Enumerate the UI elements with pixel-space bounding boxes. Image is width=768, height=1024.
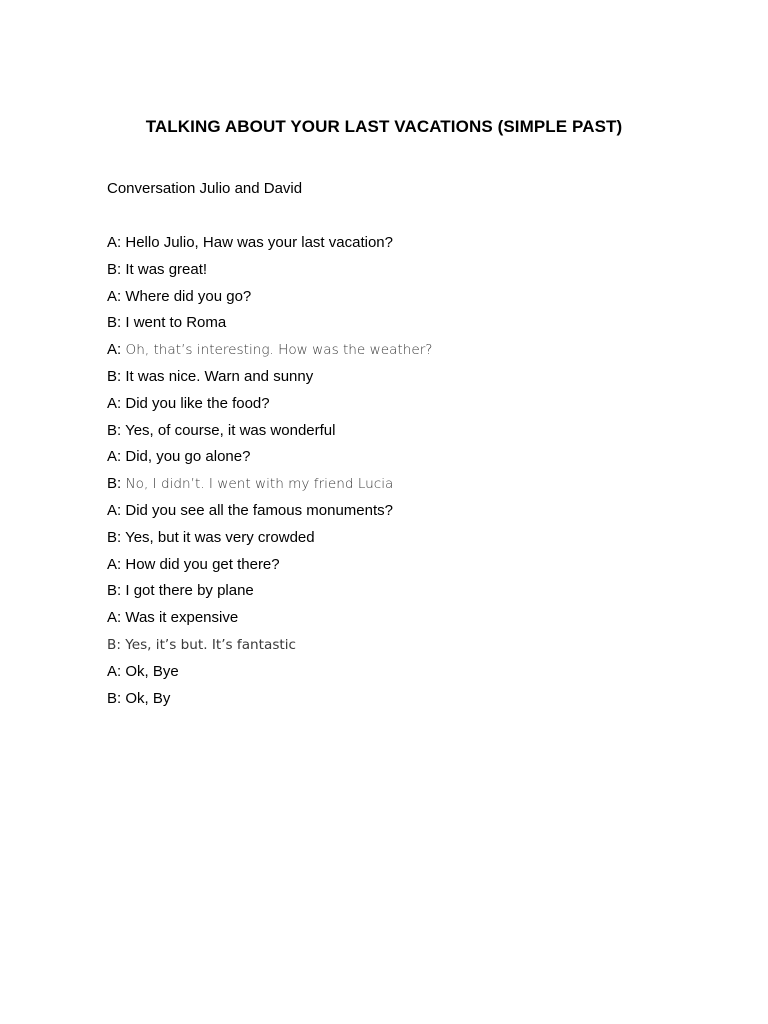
dialogue-line <box>107 475 433 502</box>
line-text: Was it expensive <box>121 609 239 627</box>
dialogue-line <box>107 636 433 663</box>
line-text: Yes, but it was very crowded <box>121 528 315 546</box>
dialogue-line <box>107 582 433 609</box>
speaker-label: A: <box>107 609 122 627</box>
line-text: No, I didn’t. I went with my friend Lucia <box>121 476 394 493</box>
line-text: It was great! <box>121 260 208 278</box>
speaker-label: B: <box>107 636 121 653</box>
line-text: It was nice. Warn and sunny <box>121 367 314 385</box>
dialogue-line <box>107 556 433 583</box>
line-text: Yes, of course, it was wonderful <box>121 421 336 439</box>
line-text: I went to Roma <box>121 314 227 332</box>
speaker-label: B: <box>107 260 122 278</box>
speaker-label: A: <box>107 341 122 359</box>
line-text: I got there by plane <box>121 582 254 600</box>
dialogue-line <box>107 368 433 395</box>
speaker-label: B: <box>107 528 122 546</box>
conversation-subtitle: Conversation Julio and David <box>107 180 303 197</box>
dialogue-list <box>107 234 433 716</box>
dialogue-line <box>107 234 433 261</box>
speaker-label: A: <box>107 234 122 251</box>
speaker-label: A: <box>107 394 122 412</box>
line-text: Yes, it’s but. It’s fantastic <box>120 636 296 653</box>
dialogue-line <box>107 341 433 368</box>
line-text: Where did you go? <box>121 287 252 305</box>
line-text: Oh, that’s interesting. How was the weather? <box>121 342 433 359</box>
line-text: How did you get there? <box>121 555 280 573</box>
dialogue-line <box>107 663 433 690</box>
speaker-label: A: <box>107 501 122 519</box>
speaker-label: A: <box>107 662 122 680</box>
dialogue-line <box>107 261 433 288</box>
speaker-label: A: <box>107 448 122 466</box>
dialogue-line <box>107 422 433 449</box>
dialogue-line <box>107 502 433 529</box>
speaker-label: B: <box>107 582 122 600</box>
line-text: Ok, Bye <box>121 662 179 680</box>
dialogue-line <box>107 314 433 341</box>
speaker-label: A: <box>107 555 122 573</box>
dialogue-line <box>107 395 433 422</box>
dialogue-line <box>107 288 433 315</box>
line-text: Hello Julio, Haw was your last vacation? <box>121 234 393 251</box>
speaker-label: B: <box>107 314 122 332</box>
speaker-label: B: <box>107 689 122 707</box>
document-title: TALKING ABOUT YOUR LAST VACATIONS (SIMPLE PAST) <box>145 117 623 136</box>
speaker-label: B: <box>107 421 122 439</box>
dialogue-line <box>107 690 433 717</box>
line-text: Did you like the food? <box>121 394 270 412</box>
dialogue-line <box>107 609 433 636</box>
speaker-label: B: <box>107 367 122 385</box>
line-text: Did you see all the famous monuments? <box>121 501 393 519</box>
line-text: Did, you go alone? <box>121 448 251 466</box>
speaker-label: A: <box>107 287 122 305</box>
line-text: Ok, By <box>121 689 171 707</box>
dialogue-line <box>107 529 433 556</box>
dialogue-line <box>107 448 433 475</box>
speaker-label: B: <box>107 475 122 493</box>
